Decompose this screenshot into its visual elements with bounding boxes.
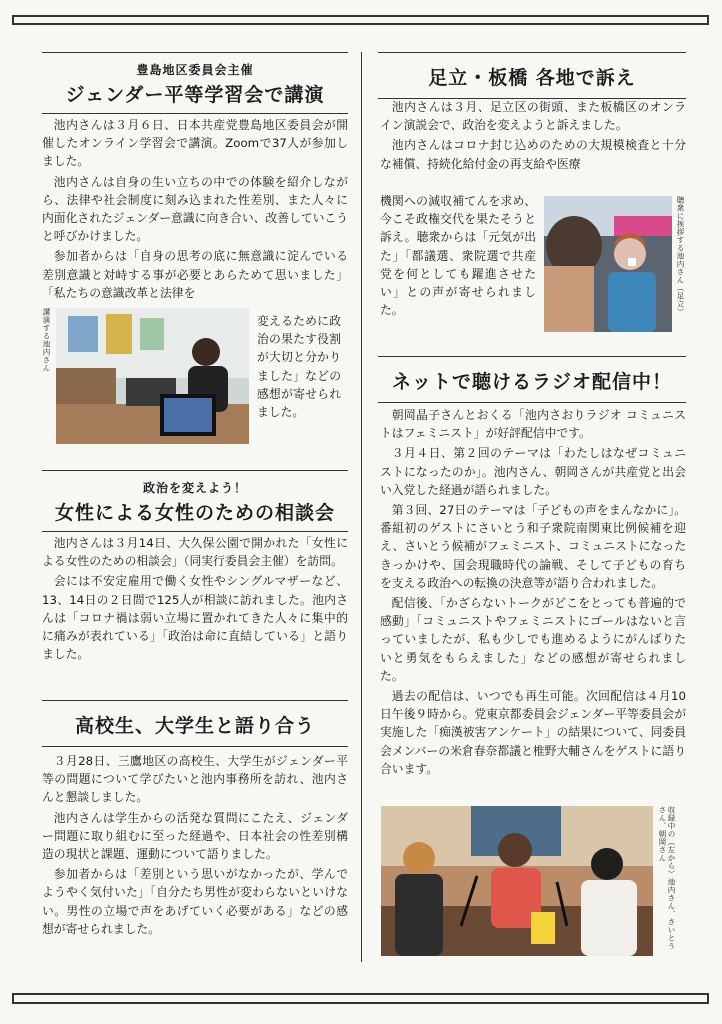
street-speech-photo: [544, 196, 672, 332]
header-bottom-rule: [42, 113, 348, 114]
article-body-toshima-lecture: [42, 116, 348, 304]
article-title: ネットで聴けるラジオ配信中！: [391, 371, 672, 393]
paragraph: 第３回、27日のテーマは「子どもの声をまんなかに」。番組初のゲストにさいとう和子衆院南関東比例候補を迎え、さいとう候補がフェミニスト、コミュニストになったきっかけや、国会現職時代の論戦、そして子どもの育ちを支える政治への転換の決意等が語り合われました。: [380, 503, 686, 590]
column-divider: [361, 52, 362, 962]
header-bottom-rule: [42, 531, 348, 532]
article-header-consultation: [42, 470, 348, 532]
paragraph: 池内さんは３月14日、大久保公園で開かれた「女性による女性のための相談会」（同実行委員会主催）を訪問。: [42, 536, 348, 569]
article-body-radio: [380, 406, 686, 780]
paragraph: 池内さんは３月、足立区の街頭、また板橋区のオンライン演説会で、政治を変えようと訴えました。: [380, 100, 686, 133]
paragraph: ３月28日、三鷹地区の高校生、大学生がジェンダー平等の問題について学びたいと池内事務所を訪れ、池内さんと懇談しました。: [42, 754, 348, 805]
photo-caption: 講演する池内さん: [42, 308, 51, 372]
header-top-rule: [378, 356, 686, 357]
photo-caption: 収録中の（左から）池内さん、さいとうさん、朝岡さん: [658, 806, 676, 950]
article-body-adachi-itabashi: [380, 98, 686, 175]
header-bottom-rule: [378, 402, 686, 403]
header-top-rule: [378, 52, 686, 53]
article-body-students: [42, 752, 348, 940]
article-header-students: [42, 700, 348, 747]
article-kicker: 政治を変えよう！: [142, 481, 247, 495]
paragraph: 過去の配信は、いつでも再生可能。次回配信は４月10日午後９時から。党東京都委員会ジェンダー平等委員会が実施した「痴漢被害アンケート」の結果について、同委員会メンバーの米倉春奈都議と椎野大輔さんをゲストに語り合います。: [380, 689, 687, 776]
article-header-adachi-itabashi: [378, 52, 686, 99]
paragraph: ３月４日、第２回のテーマは「わたしはなぜコミュニストになったのか」。池内さん、朝岡さんが共産党と出会い入党した経過が語られました。: [380, 446, 686, 497]
article-body-continuation: 変えるために政治の果たす役割が大切と分かりました」などの感想が寄せられました。: [257, 314, 341, 420]
header-bottom-rule: [42, 746, 348, 747]
photo-caption: 聴衆に挨拶する池内さん（足立）: [676, 196, 685, 316]
paragraph: 池内さんは３月６日、日本共産党豊島地区委員会が開催したオンライン学習会で講演。Zoomで37人が参加しました。: [42, 118, 348, 169]
article-title: ジェンダー平等学習会で講演: [65, 84, 325, 106]
article-title: 高校生、大学生と語り合う: [74, 715, 315, 737]
bottom-frame-border: [12, 993, 709, 1004]
article-body-consultation: [42, 534, 348, 665]
paragraph: 配信後、「かざらないトークがどこをとっても普遍的で感動」「コミュニストやフェミニストにゴールはないと言っていましたが、私も少しでも進めるようにがんばりたいと勇気をもらえました」などの感想が寄せられました。: [380, 596, 686, 683]
header-top-rule: [42, 700, 348, 701]
article-title: 女性による女性のための相談会: [54, 502, 335, 524]
header-top-rule: [42, 470, 348, 471]
paragraph: 池内さんはコロナ封じ込めのための大規模検査と十分な補償、持続化給付金の再支給や医療: [380, 138, 686, 171]
article-kicker: 豊島地区委員会主催: [136, 63, 254, 77]
paragraph: 池内さんは学生からの活発な質問にこたえ、ジェンダー問題に取り組むに至った経過や、日本社会の性差別構造の現状と課題、運動について語りました。: [42, 810, 348, 862]
article-title: 足立・板橋 各地で訴え: [428, 67, 636, 89]
paragraph: 参加者からは「自身の思考の底に無意識に淀んでいる差別意識と対峙する事が必要とあらためて思いました」「私たちの意識改革と法律を: [42, 249, 348, 300]
paragraph: 会には不安定雇用で働く女性やシングルマザーなど、13、14日の２日間で125人が相談に訪れました。池内さんは「コロナ禍は弱い立場に置かれてきた人々に集中的に痛みが表れている」「政治は命に直結している」と語りました。: [42, 574, 348, 662]
article-body-continuation: 機関への減収補てんを求め、今こそ政権交代を果たそうと訴え。聴衆からは「元気が出た」「都議選、衆院選で共産党を何としても躍進させたい」との声が寄せられました。: [380, 194, 536, 318]
article-header-radio: [378, 356, 686, 403]
radio-recording-photo: [381, 806, 653, 956]
paragraph: 参加者からは「差別という思いがなかったが、学んでようやく気付いた」「自分たち男性が変わらないといけない。男性の立場で声をあげていく必要がある」などの感想が寄せられました。: [42, 867, 348, 936]
article-header-toshima-lecture: [42, 52, 348, 114]
paragraph: 池内さんは自身の生い立ちの中での体験を紹介しながら、法律や社会制度に刻み込まれた性差別、また人々に内面化されたジェンダー意識に向き合い、改善していこうと呼びかけました。: [42, 174, 349, 244]
top-frame-border: [12, 15, 709, 25]
header-top-rule: [42, 52, 348, 53]
lecture-photo: [56, 308, 249, 444]
paragraph: 朝岡晶子さんとおくる「池内さおりラジオ コミュニストはフェミニスト」が好評配信中です。: [380, 408, 686, 441]
